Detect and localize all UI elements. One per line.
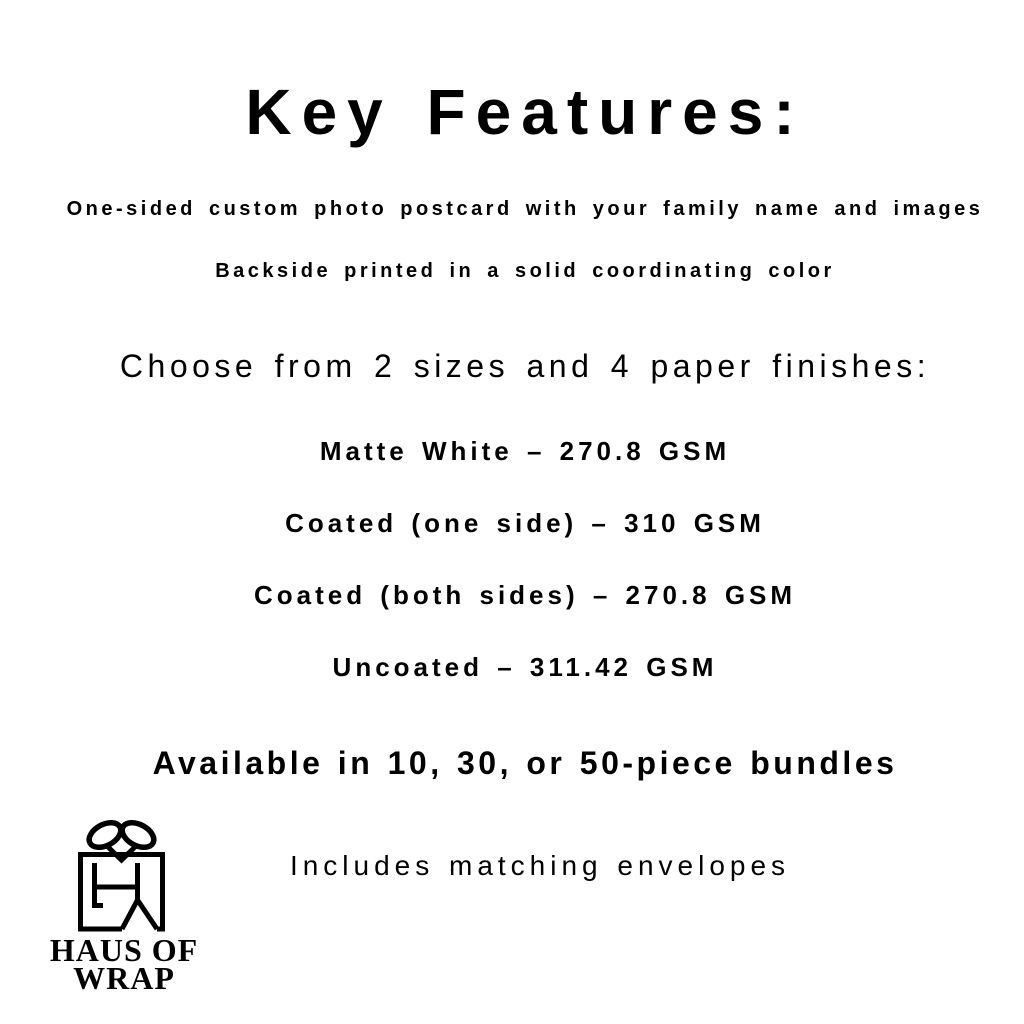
options-heading: Choose from 2 sizes and 4 paper finishes: (119, 348, 931, 384)
finish-item-matte-white: Matte White – 270.8 GSM (319, 436, 731, 466)
logo-text-line-2: WRAP (73, 960, 175, 996)
logo-text-line-1: HAUS OF (49, 932, 199, 968)
page-title: Key Features: (245, 76, 805, 148)
envelopes-line: Includes matching envelopes (289, 850, 791, 881)
feature-line-one-sided: One-sided custom photo postcard with your family name and images (66, 198, 984, 220)
feature-line-backside: Backside printed in a solid coordinating color (215, 260, 835, 282)
finish-item-uncoated: Uncoated – 311.42 GSM (332, 652, 718, 682)
bundles-line: Available in 10, 30, or 50-piece bundles (152, 745, 898, 781)
finish-item-coated-both-sides: Coated (both sides) – 270.8 GSM (253, 580, 797, 610)
gift-box-monogram-icon (74, 818, 172, 938)
finish-item-coated-one-side: Coated (one side) – 310 GSM (285, 508, 765, 538)
logo-wordmark (34, 932, 214, 996)
